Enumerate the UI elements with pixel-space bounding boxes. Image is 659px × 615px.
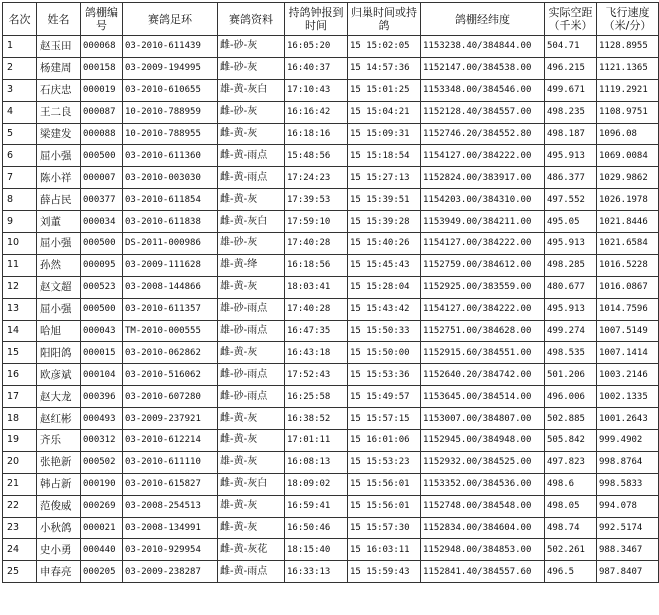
table-row [3, 101, 659, 123]
cell-rank: 22 [3, 495, 37, 517]
cell-arrival: 15 15:53:36 [348, 364, 421, 386]
cell-loft-no: 000493 [81, 408, 123, 430]
cell-rank: 7 [3, 167, 37, 189]
cell-name: 赵大龙 [37, 386, 81, 408]
cell-name: 孙然 [37, 254, 81, 276]
cell-speed: 992.5174 [597, 517, 659, 539]
cell-clock-time: 17:39:53 [285, 189, 348, 211]
cell-info: 雌-黄-雨点 [218, 145, 285, 167]
cell-ring: 03-2009-194995 [123, 57, 218, 79]
cell-info: 雄-砂-雨点 [218, 320, 285, 342]
cell-loft-no: 000034 [81, 211, 123, 233]
cell-distance: 498.187 [545, 123, 597, 145]
cell-loft-no: 000269 [81, 495, 123, 517]
table-row [3, 386, 659, 408]
cell-speed: 987.8407 [597, 561, 659, 583]
cell-distance: 498.05 [545, 495, 597, 517]
table-row [3, 276, 659, 298]
cell-ring: 03-2010-615827 [123, 473, 218, 495]
cell-rank: 15 [3, 342, 37, 364]
cell-distance: 499.274 [545, 320, 597, 342]
cell-clock-time: 17:01:11 [285, 430, 348, 452]
cell-coords: 1152834.00/384604.00 [421, 517, 545, 539]
table-row [3, 539, 659, 561]
cell-coords: 1152128.40/384557.00 [421, 101, 545, 123]
cell-arrival: 15 15:39:28 [348, 211, 421, 233]
cell-ring: 03-2010-611838 [123, 211, 218, 233]
cell-arrival: 15 15:50:00 [348, 342, 421, 364]
cell-name: 韩占新 [37, 473, 81, 495]
cell-clock-time: 16:47:35 [285, 320, 348, 342]
cell-distance: 480.677 [545, 276, 597, 298]
cell-rank: 24 [3, 539, 37, 561]
cell-ring: 03-2010-607280 [123, 386, 218, 408]
cell-distance: 498.6 [545, 473, 597, 495]
cell-clock-time: 16:50:46 [285, 517, 348, 539]
cell-clock-time: 17:59:10 [285, 211, 348, 233]
table-row [3, 451, 659, 473]
cell-speed: 998.8764 [597, 451, 659, 473]
cell-distance: 495.05 [545, 211, 597, 233]
cell-distance: 498.535 [545, 342, 597, 364]
cell-coords: 1154127.00/384222.00 [421, 145, 545, 167]
cell-name: 史小勇 [37, 539, 81, 561]
cell-distance: 502.885 [545, 408, 597, 430]
cell-info: 雄-黄-灰 [218, 495, 285, 517]
cell-info: 雌-砂-灰 [218, 57, 285, 79]
table-row [3, 189, 659, 211]
cell-loft-no: 000205 [81, 561, 123, 583]
cell-arrival: 15 16:01:06 [348, 430, 421, 452]
cell-coords: 1152147.00/384538.00 [421, 57, 545, 79]
cell-coords: 1153949.00/384211.00 [421, 211, 545, 233]
cell-ring: DS-2011-000986 [123, 233, 218, 255]
cell-ring: TM-2010-000555 [123, 320, 218, 342]
table-row [3, 430, 659, 452]
cell-arrival: 15 15:43:42 [348, 298, 421, 320]
cell-info: 雌-黄-灰白 [218, 473, 285, 495]
cell-coords: 1152751.00/384628.00 [421, 320, 545, 342]
cell-name: 石庆忠 [37, 79, 81, 101]
cell-distance: 496.215 [545, 57, 597, 79]
cell-ring: 03-2009-111628 [123, 254, 218, 276]
cell-info: 雌-黄-灰 [218, 430, 285, 452]
cell-clock-time: 16:33:13 [285, 561, 348, 583]
cell-ring: 03-2008-254513 [123, 495, 218, 517]
cell-distance: 495.913 [545, 145, 597, 167]
cell-name: 屈小强 [37, 145, 81, 167]
cell-coords: 1153007.00/384807.00 [421, 408, 545, 430]
cell-speed: 998.5833 [597, 473, 659, 495]
cell-speed: 1007.5149 [597, 320, 659, 342]
cell-arrival: 15 16:03:11 [348, 539, 421, 561]
cell-rank: 16 [3, 364, 37, 386]
cell-ring: 03-2008-144866 [123, 276, 218, 298]
cell-rank: 6 [3, 145, 37, 167]
cell-speed: 1021.6584 [597, 233, 659, 255]
cell-info: 雌-黄-灰花 [218, 539, 285, 561]
cell-loft-no: 000377 [81, 189, 123, 211]
cell-loft-no: 000019 [81, 79, 123, 101]
col-header-info: 赛鸽资料 [218, 3, 285, 36]
cell-arrival: 15 15:49:57 [348, 386, 421, 408]
table-row [3, 320, 659, 342]
race-results-sheet [2, 2, 652, 583]
cell-info: 雄-黄-灰 [218, 276, 285, 298]
cell-clock-time: 17:40:28 [285, 298, 348, 320]
cell-clock-time: 16:08:13 [285, 451, 348, 473]
table-row [3, 298, 659, 320]
col-header-coords: 鸽棚经纬度 [421, 3, 545, 36]
cell-clock-time: 16:38:52 [285, 408, 348, 430]
cell-ring: 03-2010-929954 [123, 539, 218, 561]
cell-rank: 11 [3, 254, 37, 276]
cell-arrival: 15 15:01:25 [348, 79, 421, 101]
cell-speed: 1001.2643 [597, 408, 659, 430]
cell-info: 雌-砂-雨点 [218, 386, 285, 408]
cell-clock-time: 15:48:56 [285, 145, 348, 167]
col-header-distance: 实际空距（千米） [545, 3, 597, 36]
cell-coords: 1152915.60/384551.00 [421, 342, 545, 364]
cell-loft-no: 000043 [81, 320, 123, 342]
cell-coords: 1152759.00/384612.00 [421, 254, 545, 276]
cell-distance: 497.552 [545, 189, 597, 211]
cell-clock-time: 16:25:58 [285, 386, 348, 408]
cell-name: 阳阳鸽 [37, 342, 81, 364]
cell-arrival: 15 15:28:04 [348, 276, 421, 298]
cell-info: 雌-黄-灰 [218, 189, 285, 211]
cell-loft-no: 000158 [81, 57, 123, 79]
cell-rank: 4 [3, 101, 37, 123]
cell-coords: 1154127.00/384222.00 [421, 298, 545, 320]
cell-info: 雄-砂-雨点 [218, 298, 285, 320]
cell-rank: 5 [3, 123, 37, 145]
cell-arrival: 15 15:27:13 [348, 167, 421, 189]
table-row [3, 517, 659, 539]
cell-clock-time: 16:59:41 [285, 495, 348, 517]
cell-loft-no: 000502 [81, 451, 123, 473]
cell-coords: 1154127.00/384222.00 [421, 233, 545, 255]
cell-name: 赵玉田 [37, 36, 81, 58]
cell-clock-time: 16:18:56 [285, 254, 348, 276]
cell-coords: 1152932.00/384525.00 [421, 451, 545, 473]
cell-coords: 1152841.40/384557.60 [421, 561, 545, 583]
table-row [3, 473, 659, 495]
table-row [3, 211, 659, 233]
table-row [3, 233, 659, 255]
cell-info: 雄-黄-绛 [218, 254, 285, 276]
cell-loft-no: 000500 [81, 233, 123, 255]
cell-name: 薛占民 [37, 189, 81, 211]
cell-rank: 2 [3, 57, 37, 79]
cell-speed: 1002.1335 [597, 386, 659, 408]
cell-name: 梁建发 [37, 123, 81, 145]
cell-info: 雌-黄-灰 [218, 517, 285, 539]
cell-speed: 1119.2921 [597, 79, 659, 101]
cell-info: 雌-黄-灰 [218, 408, 285, 430]
cell-name: 王二良 [37, 101, 81, 123]
cell-ring: 03-2010-516062 [123, 364, 218, 386]
cell-name: 屈小强 [37, 233, 81, 255]
cell-name: 杨建周 [37, 57, 81, 79]
cell-distance: 495.913 [545, 233, 597, 255]
cell-coords: 1152925.00/383559.00 [421, 276, 545, 298]
table-row [3, 145, 659, 167]
cell-rank: 9 [3, 211, 37, 233]
cell-coords: 1152640.20/384742.00 [421, 364, 545, 386]
cell-clock-time: 17:24:23 [285, 167, 348, 189]
cell-speed: 1016.0867 [597, 276, 659, 298]
cell-coords: 1152748.00/384548.00 [421, 495, 545, 517]
cell-distance: 504.71 [545, 36, 597, 58]
cell-coords: 1152948.00/384853.00 [421, 539, 545, 561]
table-row [3, 167, 659, 189]
col-header-clock-time: 持鸽钟报到时间 [285, 3, 348, 36]
cell-arrival: 15 15:56:01 [348, 495, 421, 517]
cell-loft-no: 000523 [81, 276, 123, 298]
cell-speed: 988.3467 [597, 539, 659, 561]
cell-rank: 14 [3, 320, 37, 342]
cell-distance: 499.671 [545, 79, 597, 101]
cell-info: 雌-黄-灰 [218, 342, 285, 364]
cell-speed: 1021.8446 [597, 211, 659, 233]
cell-name: 张艳新 [37, 451, 81, 473]
cell-loft-no: 000440 [81, 539, 123, 561]
cell-info: 雌-砂-雨点 [218, 364, 285, 386]
cell-rank: 10 [3, 233, 37, 255]
cell-ring: 10-2010-788959 [123, 101, 218, 123]
cell-coords: 1153238.40/384844.00 [421, 36, 545, 58]
table-row [3, 342, 659, 364]
cell-ring: 03-2010-611439 [123, 36, 218, 58]
cell-arrival: 15 14:57:36 [348, 57, 421, 79]
cell-name: 申春亮 [37, 561, 81, 583]
cell-arrival: 15 15:56:01 [348, 473, 421, 495]
cell-speed: 994.078 [597, 495, 659, 517]
cell-loft-no: 000088 [81, 123, 123, 145]
cell-info: 雌-砂-灰 [218, 101, 285, 123]
cell-distance: 498.285 [545, 254, 597, 276]
cell-distance: 498.74 [545, 517, 597, 539]
cell-rank: 25 [3, 561, 37, 583]
cell-info: 雄-黄-灰白 [218, 79, 285, 101]
cell-arrival: 15 15:53:23 [348, 451, 421, 473]
cell-ring: 03-2010-610655 [123, 79, 218, 101]
cell-coords: 1152945.00/384948.00 [421, 430, 545, 452]
table-row [3, 495, 659, 517]
cell-distance: 496.5 [545, 561, 597, 583]
cell-arrival: 15 15:45:43 [348, 254, 421, 276]
cell-speed: 1016.5228 [597, 254, 659, 276]
table-row [3, 561, 659, 583]
cell-coords: 1152824.00/383917.00 [421, 167, 545, 189]
cell-loft-no: 000500 [81, 298, 123, 320]
cell-coords: 1153352.00/384536.00 [421, 473, 545, 495]
cell-info: 雄-黄-灰 [218, 451, 285, 473]
cell-clock-time: 18:09:02 [285, 473, 348, 495]
cell-distance: 501.206 [545, 364, 597, 386]
cell-ring: 10-2010-788955 [123, 123, 218, 145]
cell-speed: 1108.9751 [597, 101, 659, 123]
cell-speed: 1026.1978 [597, 189, 659, 211]
cell-arrival: 15 15:59:43 [348, 561, 421, 583]
col-header-rank: 名次 [3, 3, 37, 36]
cell-distance: 498.235 [545, 101, 597, 123]
cell-clock-time: 16:16:42 [285, 101, 348, 123]
cell-name: 赵红彬 [37, 408, 81, 430]
table-row [3, 123, 659, 145]
cell-clock-time: 16:05:20 [285, 36, 348, 58]
cell-arrival: 15 15:40:26 [348, 233, 421, 255]
cell-info: 雌-黄-雨点 [218, 167, 285, 189]
cell-coords: 1152746.20/384552.80 [421, 123, 545, 145]
cell-clock-time: 18:03:41 [285, 276, 348, 298]
cell-arrival: 15 15:02:05 [348, 36, 421, 58]
cell-clock-time: 16:18:16 [285, 123, 348, 145]
cell-speed: 1096.08 [597, 123, 659, 145]
results-body [3, 36, 659, 583]
cell-clock-time: 16:43:18 [285, 342, 348, 364]
cell-ring: 03-2010-003030 [123, 167, 218, 189]
cell-distance: 495.913 [545, 298, 597, 320]
cell-speed: 1121.1365 [597, 57, 659, 79]
cell-name: 欧彦斌 [37, 364, 81, 386]
cell-ring: 03-2010-611854 [123, 189, 218, 211]
col-header-ring: 赛鸽足环 [123, 3, 218, 36]
header-row [3, 3, 659, 36]
cell-info: 雄-砂-灰 [218, 233, 285, 255]
cell-name: 刘董 [37, 211, 81, 233]
cell-ring: 03-2010-062862 [123, 342, 218, 364]
col-header-name: 姓名 [37, 3, 81, 36]
table-row [3, 79, 659, 101]
cell-coords: 1153645.00/384514.00 [421, 386, 545, 408]
cell-rank: 19 [3, 430, 37, 452]
cell-distance: 496.006 [545, 386, 597, 408]
cell-arrival: 15 15:04:21 [348, 101, 421, 123]
cell-distance: 505.842 [545, 430, 597, 452]
table-row [3, 57, 659, 79]
cell-arrival: 15 15:50:33 [348, 320, 421, 342]
cell-clock-time: 16:40:37 [285, 57, 348, 79]
table-row [3, 408, 659, 430]
cell-clock-time: 17:10:43 [285, 79, 348, 101]
cell-name: 赵文超 [37, 276, 81, 298]
col-header-arrival: 归巢时间或持鸽 [348, 3, 421, 36]
cell-name: 小秋鸽 [37, 517, 81, 539]
cell-distance: 486.377 [545, 167, 597, 189]
results-table [2, 2, 659, 583]
col-header-loft-no: 鸽棚编号 [81, 3, 123, 36]
table-row [3, 36, 659, 58]
cell-name: 范俊威 [37, 495, 81, 517]
cell-ring: 03-2010-611360 [123, 145, 218, 167]
cell-loft-no: 000007 [81, 167, 123, 189]
cell-rank: 13 [3, 298, 37, 320]
cell-loft-no: 000087 [81, 101, 123, 123]
col-header-speed: 飞行速度（米/分） [597, 3, 659, 36]
cell-name: 陈小祥 [37, 167, 81, 189]
cell-arrival: 15 15:18:54 [348, 145, 421, 167]
cell-arrival: 15 15:57:30 [348, 517, 421, 539]
cell-info: 雌-黄-雨点 [218, 561, 285, 583]
cell-loft-no: 000190 [81, 473, 123, 495]
cell-arrival: 15 15:09:31 [348, 123, 421, 145]
cell-info: 雌-砂-灰 [218, 36, 285, 58]
cell-loft-no: 000396 [81, 386, 123, 408]
cell-rank: 1 [3, 36, 37, 58]
cell-coords: 1153348.00/384546.00 [421, 79, 545, 101]
cell-coords: 1154203.00/384310.00 [421, 189, 545, 211]
cell-name: 齐乐 [37, 430, 81, 452]
cell-loft-no: 000095 [81, 254, 123, 276]
table-row [3, 364, 659, 386]
cell-rank: 17 [3, 386, 37, 408]
cell-speed: 1069.0084 [597, 145, 659, 167]
cell-info: 雌-黄-灰 [218, 123, 285, 145]
cell-rank: 12 [3, 276, 37, 298]
cell-loft-no: 000068 [81, 36, 123, 58]
cell-clock-time: 17:52:43 [285, 364, 348, 386]
cell-rank: 21 [3, 473, 37, 495]
cell-distance: 497.823 [545, 451, 597, 473]
cell-loft-no: 000015 [81, 342, 123, 364]
cell-loft-no: 000312 [81, 430, 123, 452]
cell-speed: 1029.9862 [597, 167, 659, 189]
cell-clock-time: 18:15:40 [285, 539, 348, 561]
cell-rank: 3 [3, 79, 37, 101]
cell-speed: 1128.8955 [597, 36, 659, 58]
cell-speed: 1007.1414 [597, 342, 659, 364]
cell-rank: 20 [3, 451, 37, 473]
cell-loft-no: 000104 [81, 364, 123, 386]
cell-name: 哈旭 [37, 320, 81, 342]
cell-speed: 999.4902 [597, 430, 659, 452]
cell-ring: 03-2010-611357 [123, 298, 218, 320]
cell-clock-time: 17:40:28 [285, 233, 348, 255]
cell-ring: 03-2008-134991 [123, 517, 218, 539]
cell-distance: 502.261 [545, 539, 597, 561]
cell-loft-no: 000500 [81, 145, 123, 167]
cell-arrival: 15 15:39:51 [348, 189, 421, 211]
cell-name: 屈小强 [37, 298, 81, 320]
cell-loft-no: 000021 [81, 517, 123, 539]
cell-rank: 8 [3, 189, 37, 211]
cell-ring: 03-2010-611110 [123, 451, 218, 473]
cell-speed: 1014.7596 [597, 298, 659, 320]
cell-rank: 23 [3, 517, 37, 539]
cell-ring: 03-2010-612214 [123, 430, 218, 452]
cell-arrival: 15 15:57:15 [348, 408, 421, 430]
cell-rank: 18 [3, 408, 37, 430]
table-row [3, 254, 659, 276]
cell-ring: 03-2009-238287 [123, 561, 218, 583]
cell-ring: 03-2009-237921 [123, 408, 218, 430]
cell-info: 雌-黄-灰白 [218, 211, 285, 233]
cell-speed: 1003.2146 [597, 364, 659, 386]
